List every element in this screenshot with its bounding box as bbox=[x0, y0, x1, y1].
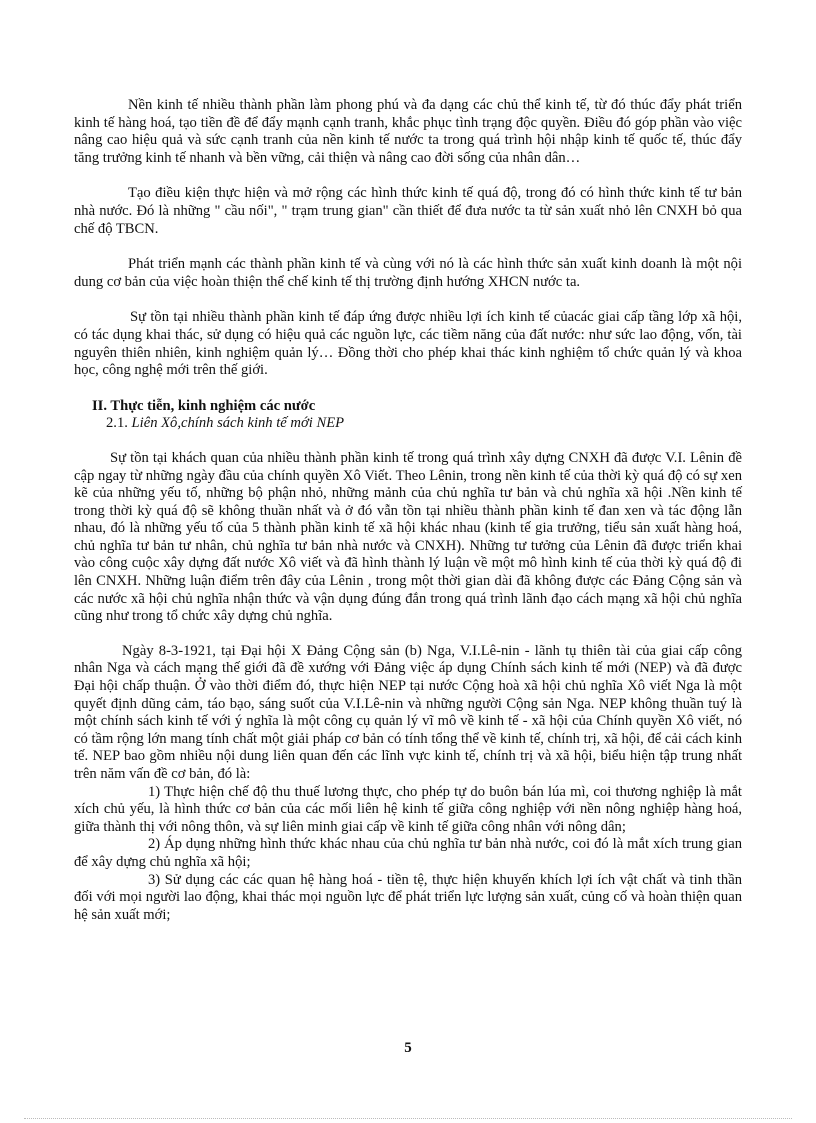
paragraph: Ngày 8-3-1921, tại Đại hội X Đảng Cộng sản (b) Nga, V.I.Lê-nin - lãnh tụ thiên tài của giai cấp công nhân Nga và cách mạng thế giới đã đề xướng với Đảng việc áp dụng Chính sách kinh tế mới (NEP) và đã được Đại hội chấp thuận. Ở vào thời điểm đó, thực hiện NEP tại nước Cộng hoà xã hội chủ nghĩa Xô viết Nga là một quyết định dũng cảm, táo bạo, sáng suốt của V.I.Lê-nin và những người Cộng sản Nga. NEP không thuần tuý là một chính sách kinh tế với ý nghĩa là một công cụ quản lý vĩ mô về kinh tế - xã hội của Chính quyền Xô viết, nó có tầm rộng lớn mang tính chất một giải pháp cơ bản có tính tổng thể về kinh tế, chính trị, xã hội, để cải cách kinh tế. NEP bao gồm nhiều nội dung liên quan đến các lĩnh vực kinh tế, chính trị và xã hội, biểu hiện tập trung nhất trên năm vấn đề cơ bản, đó là: bbox=[74, 642, 742, 782]
paragraph: Nền kinh tế nhiều thành phần làm phong phú và đa dạng các chủ thể kinh tế, từ đó thúc đẩy phát triển kinh tế hàng hoá, tạo tiền đề để đẩy mạnh cạnh tranh, khắc phục tình trạng độc quyền. Điều đó góp phần vào việc nâng cao hiệu quả và sức cạnh tranh của nền kinh tế nước ta trong quá trình hội nhập kinh tế quốc tế, thúc đẩy tăng trưởng kinh tế nhanh và bền vững, cải thiện và nâng cao đời sống của nhân dân… bbox=[74, 97, 742, 166]
list-item: 2) Áp dụng những hình thức khác nhau của chủ nghĩa tư bản nhà nước, coi đó là mắt xích trung gian để xây dựng chủ nghĩa xã hội; bbox=[74, 836, 742, 870]
page-body bbox=[74, 97, 742, 924]
subsection-heading bbox=[74, 415, 742, 433]
subsection-number: 2.1. bbox=[106, 415, 128, 432]
paragraph: Sự tồn tại khách quan của nhiều thành phần kinh tế trong quá trình xây dựng CNXH đã được V.I. Lênin đề cập ngay từ những ngày đầu của chính quyền Xô Viết. Theo Lênin, trong nền kinh tế của thời kỳ quá độ có sự xen kẽ của những yếu tố, những bộ phận nhỏ, những mảnh của chủ nghĩa tư bản và chủ nghĩa xã hội .Nền kinh tế trong thời kỳ quá độ sẽ không thuần nhất và ở đó vẫn tồn tại nhiều thành phần kinh tế đan xen và tác động lẫn nhau, đó là những yếu tố của 5 thành phần kinh tế xã hội khác nhau (kinh tế gia trưởng, tiểu sản xuất hàng hoá, chủ nghĩa tư bản tư nhân, chủ nghĩa tư bản nhà nước và CNXH). Những tư tưởng của Lênin đã được triển khai vào công cuộc xây dựng đất nước Xô viết và đã hình thành lý luận về một mô hình kinh tế của thời kỳ quá độ đi lên CNXH. Những luận điểm trên đây của Lênin , trong một thời gian dài đã không được các Đảng Cộng sản và các nước xã hội chủ nghĩa nhận thức và vận dụng đúng đắn trong quá trình lãnh đạo cách mạng xã hội chủ nghĩa cũng như trong tổ chức xây dựng chủ nghĩa. bbox=[74, 449, 742, 625]
section-heading: II. Thực tiễn, kinh nghiệm các nước bbox=[92, 397, 316, 414]
paragraph: Tạo điều kiện thực hiện và mở rộng các hình thức kinh tế quá độ, trong đó có hình thức kinh tế tư bản nhà nước. Đó là những " cầu nối", " trạm trung gian" cần thiết để đưa nước ta từ sản xuất nhỏ lên CNXH bỏ qua chế độ TBCN. bbox=[74, 185, 742, 237]
list-item: 3) Sử dụng các các quan hệ hàng hoá - tiền tệ, thực hiện khuyến khích lợi ích vật chất và tinh thần đối với mọi người lao động, khai thác mọi nguồn lực để phát triển lực lượng sản xuất, củng cố và hoàn thiện quan hệ sản xuất mới; bbox=[74, 871, 742, 923]
page-number: 5 bbox=[404, 1040, 412, 1056]
paragraph: Sự tồn tại nhiều thành phần kinh tế đáp ứng được nhiều lợi ích kinh tế củacác giai cấp tầng lớp xã hội, có tác dụng khai thác, sử dụng có hiệu quả các nguồn lực, các tiềm năng của đất nước: như sức lao động, vốn, tài nguyên thiên nhiên, kinh nghiệm quản lý… Đồng thời cho phép khai thác kinh nghiệm tổ chức quản lý và khoa học, công nghệ mới trên thế giới. bbox=[74, 309, 742, 379]
page-bottom-divider bbox=[24, 1118, 792, 1119]
subsection-title: Liên Xô,chính sách kinh tế mới NEP bbox=[131, 415, 345, 432]
paragraph: Phát triển mạnh các thành phần kinh tế và cùng với nó là các hình thức sản xuất kinh doanh là một nội dung cơ bản của việc hoàn thiện thể chế kinh tế thị trường định hướng XHCN nước ta. bbox=[74, 256, 742, 290]
list-item: 1) Thực hiện chế độ thu thuế lương thực, cho phép tự do buôn bán lúa mì, coi thương nghiệp là mắt xích chủ yếu, là hình thức cơ bản của các mối liên hệ kinh tế giữa công nghiệp với nền nông nghiệp hàng hoá, giữa thành thị với nông thôn, và sự liên minh giai cấp về kinh tế giữa công nhân với nông dân; bbox=[74, 783, 742, 835]
